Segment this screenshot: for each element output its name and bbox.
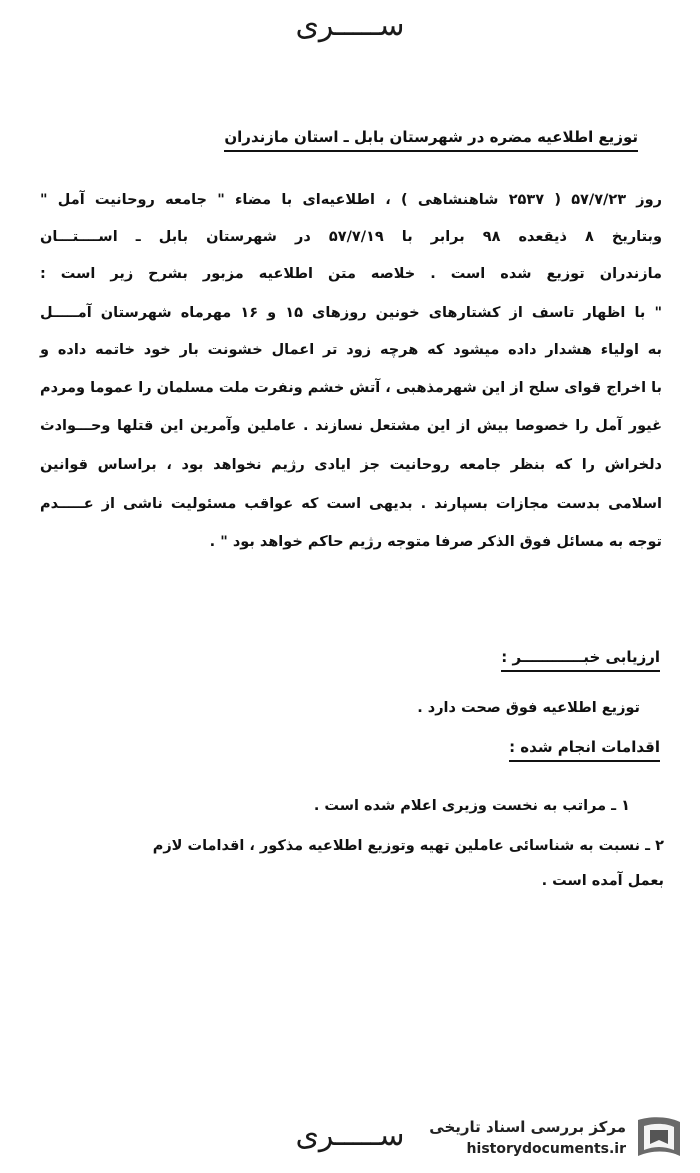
body-line: غیور آمل را خصوصا بیش از این مشتعل نسازند . عاملین وآمرین این قتلها وحـــوادث [40, 418, 662, 434]
document-heading: توزیع اطلاعیه مضره در شهرستان بابل ـ استان مازندران [224, 128, 638, 152]
body-line: مازندران توزیع شده است . خلاصه متن اطلاعیه مزبور بشرح زیر است : [40, 266, 662, 282]
archive-url[interactable]: historydocuments.ir [466, 1141, 626, 1157]
bookmark-logo-icon [632, 1114, 686, 1164]
body-line: با اخراج قوای سلح از این شهرمذهبی ، آتش خشم ونفرت ملت مسلمان را عموما ومردم [39, 380, 662, 396]
action-item: ۲ ـ نسبت به شناسائی عاملین تهیه وتوزیع اطلاعیه مذکور ، اقدامات لازم [152, 838, 664, 854]
actions-label: اقدامات انجام شده : [509, 738, 660, 762]
body-line: دلخراش را که بنظر جامعه روحانیت جز ایادی رژیم نخواهد بود ، براساس قوانین [40, 457, 662, 473]
body-line: توجه به مسائل فوق الذکر صرفا متوجه رژیم حاکم خواهد بود " . [209, 534, 662, 550]
classification-bottom: ســـــرى [295, 1118, 405, 1153]
body-line: " با اظهار تاسف از کشتارهای خونین روزهای ۱۵ و ۱۶ مهرماه شهرستان آمـــــل [40, 305, 663, 321]
action-item: ۱ ـ مراتب به نخست وزیری اعلام شده است . [313, 798, 630, 814]
body-line: اسلامی بدست مجازات بسپارند . بدیهی است که عواقب مسئولیت ناشی از عـــــدم [40, 496, 662, 512]
archive-title: مرکز بررسی اسناد تاریخی [429, 1118, 626, 1136]
classification-top: ســـــرى [295, 8, 405, 43]
body-line: به اولیاء هشدار داده میشود که هرچه زود تر اعمال خشونت بار خود خاتمه داده و [40, 342, 662, 358]
assessment-label: ارزیابی خبــــــــــــر : [501, 648, 660, 672]
assessment-text: توزیع اطلاعیه فوق صحت دارد . [417, 700, 640, 716]
body-line: وبتاریخ ۸ ذیقعده ۹۸ برابر با ۵۷/۷/۱۹ در شهرستان بابل ـ اســــتـــان [40, 229, 662, 245]
archive-watermark [430, 1112, 692, 1166]
body-line: روز ۵۷/۷/۲۳ ( ۲۵۳۷ شاهنشاهی ) ، اطلاعیه‌ای با مضاء " جامعه روحانیت آمل " [40, 192, 662, 208]
action-item-continued: بعمل آمده است . [541, 873, 664, 889]
